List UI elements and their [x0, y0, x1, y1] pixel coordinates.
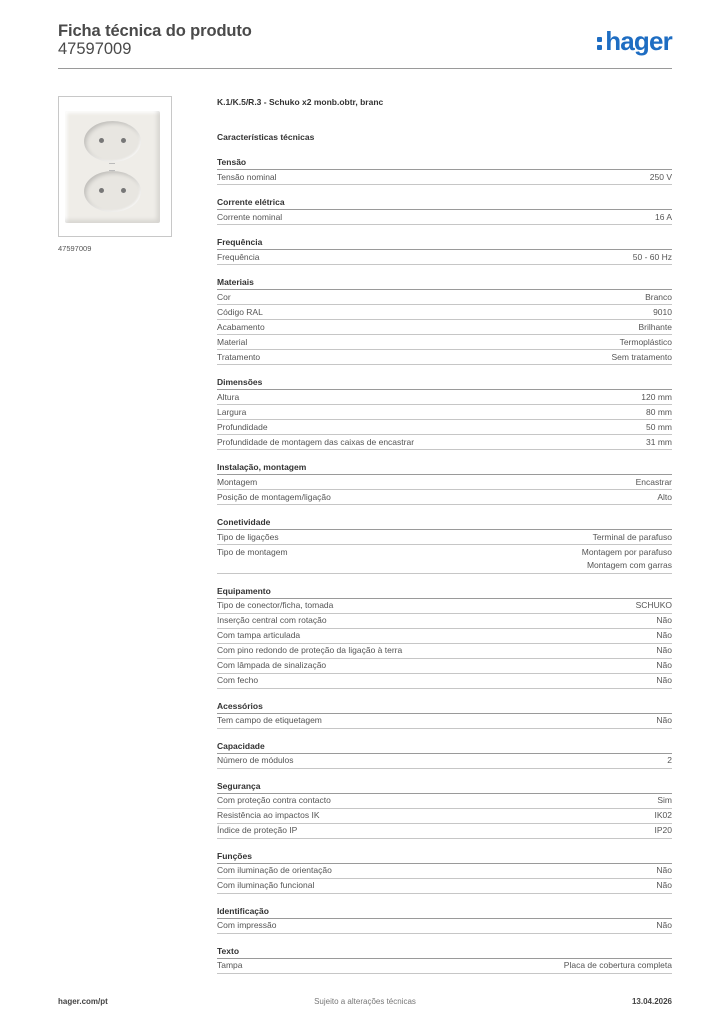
spec-value: Montagem por parafuso Montagem com garras	[581, 546, 672, 570]
spec-row	[217, 879, 672, 894]
spec-row	[217, 320, 672, 335]
spec-row	[217, 305, 672, 320]
spec-label: Tipo de conector/ficha, tomada	[217, 600, 334, 610]
section-title: Capacidade	[217, 740, 672, 754]
product-image	[58, 96, 172, 237]
section-title: Frequência	[217, 236, 672, 250]
spec-label: Com proteção contra contacto	[217, 795, 331, 805]
spec-label: Código RAL	[217, 306, 263, 317]
spec-value: Não	[656, 615, 672, 625]
logo-dots-icon	[597, 33, 603, 51]
spec-row	[217, 714, 672, 729]
spec-value: 80 mm	[646, 406, 672, 417]
footer-website: hager.com/pt	[58, 997, 108, 1006]
spec-label: Número de módulos	[217, 755, 294, 765]
spec-value: Não	[656, 660, 672, 670]
spec-value: SCHUKO	[635, 600, 672, 610]
spec-row	[217, 794, 672, 809]
spec-row	[217, 809, 672, 824]
section-title: Acessórios	[217, 700, 672, 714]
spec-label: Com pino redondo de proteção da ligação à terra	[217, 645, 403, 655]
spec-label: Altura	[217, 391, 240, 402]
product-code: 47597009	[58, 40, 132, 58]
hager-logo	[597, 28, 672, 54]
spec-row	[217, 599, 672, 614]
socket-outlet-bottom	[84, 171, 141, 212]
spec-row	[217, 290, 672, 305]
spec-section	[217, 700, 672, 729]
spec-row	[217, 435, 672, 450]
spec-value: 50 mm	[646, 421, 672, 432]
spec-section	[217, 585, 672, 689]
section-title: Identificação	[217, 905, 672, 919]
spec-row	[217, 674, 672, 689]
spec-value: Terminal de parafuso	[592, 531, 672, 542]
spec-section	[217, 376, 672, 450]
spec-label: Com iluminação de orientação	[217, 865, 332, 875]
spec-row	[217, 644, 672, 659]
spec-value: 31 mm	[646, 436, 672, 447]
spec-row	[217, 405, 672, 420]
spec-label: Tem campo de etiquetagem	[217, 715, 322, 725]
spec-content	[217, 96, 672, 985]
spec-value: Sim	[657, 795, 672, 805]
spec-label: Tratamento	[217, 351, 261, 362]
spec-row	[217, 420, 672, 435]
spec-value: Não	[656, 645, 672, 655]
product-name: K.1/K.5/R.3 - Schuko x2 monb.obtr, branc	[217, 97, 384, 107]
section-title: Materiais	[217, 276, 672, 290]
spec-value: Encastrar	[635, 476, 672, 487]
section-title: Corrente elétrica	[217, 196, 672, 210]
spec-label: Frequência	[217, 251, 260, 262]
spec-row	[217, 390, 672, 405]
spec-row	[217, 919, 672, 934]
spec-row	[217, 864, 672, 879]
spec-label: Acabamento	[217, 321, 265, 332]
spec-label: Com iluminação funcional	[217, 880, 315, 890]
spec-value: 16 A	[654, 211, 672, 222]
spec-label: Cor	[217, 291, 231, 302]
spec-value: IP20	[654, 825, 672, 835]
spec-row	[217, 824, 672, 839]
logo-text: hager	[605, 26, 672, 56]
spec-value: Não	[656, 715, 672, 725]
spec-row	[217, 614, 672, 629]
spec-value: Placa de cobertura completa	[563, 960, 672, 970]
socket-plate-image	[65, 111, 160, 223]
document-title: Ficha técnica do produto	[58, 22, 252, 40]
spec-section	[217, 780, 672, 839]
header-divider	[58, 68, 672, 69]
spec-row	[217, 250, 672, 265]
page-header	[58, 20, 672, 68]
spec-sections	[217, 156, 672, 974]
section-title: Texto	[217, 945, 672, 959]
spec-row	[217, 659, 672, 674]
spec-value: Não	[656, 630, 672, 640]
spec-value: Não	[656, 865, 672, 875]
spec-row	[217, 545, 672, 574]
spec-label: Montagem	[217, 476, 258, 487]
spec-section	[217, 516, 672, 574]
spec-section	[217, 236, 672, 265]
image-caption: 47597009	[58, 244, 92, 253]
spec-label: Com lâmpada de sinalização	[217, 660, 327, 670]
spec-section	[217, 740, 672, 769]
spec-row	[217, 335, 672, 350]
spec-label: Com tampa articulada	[217, 630, 301, 640]
spec-value: 50 - 60 Hz	[632, 251, 672, 262]
spec-label: Tensão nominal	[217, 171, 277, 182]
section-title: Dimensões	[217, 376, 672, 390]
spec-label: Tipo de montagem	[217, 546, 288, 557]
spec-label: Com impressão	[217, 920, 277, 930]
spec-label: Tipo de ligações	[217, 531, 279, 542]
spec-label: Tampa	[217, 960, 243, 970]
spec-value: Não	[656, 880, 672, 890]
footer-disclaimer: Sujeito a alterações técnicas	[314, 997, 416, 1006]
spec-value: IK02	[654, 810, 672, 820]
section-title: Tensão	[217, 156, 672, 170]
section-title: Instalação, montagem	[217, 461, 672, 475]
spec-value: Não	[656, 675, 672, 685]
spec-row	[217, 210, 672, 225]
spec-value: Sem tratamento	[611, 351, 672, 362]
spec-row	[217, 959, 672, 974]
tech-characteristics-heading: Características técnicas	[217, 132, 315, 142]
spec-value: 9010	[653, 306, 672, 317]
spec-label: Profundidade	[217, 421, 268, 432]
spec-section	[217, 945, 672, 974]
spec-section	[217, 196, 672, 225]
footer-date: 13.04.2026	[631, 997, 672, 1006]
section-title: Equipamento	[217, 585, 672, 599]
spec-row	[217, 490, 672, 505]
spec-label: Índice de proteção IP	[217, 825, 298, 835]
spec-section	[217, 461, 672, 505]
spec-row	[217, 530, 672, 545]
spec-label: Material	[217, 336, 248, 347]
spec-value: Alto	[657, 491, 672, 502]
spec-label: Posição de montagem/ligação	[217, 491, 331, 502]
spec-section	[217, 850, 672, 894]
spec-label: Com fecho	[217, 675, 259, 685]
section-title: Funções	[217, 850, 672, 864]
spec-value: 250 V	[649, 171, 672, 182]
spec-value: Não	[656, 920, 672, 930]
spec-section	[217, 905, 672, 934]
spec-label: Largura	[217, 406, 247, 417]
spec-value: Brilhante	[638, 321, 672, 332]
spec-label: Resistência ao impactos IK	[217, 810, 320, 820]
spec-label: Inserção central com rotação	[217, 615, 327, 625]
spec-value: Termoplástico	[619, 336, 672, 347]
section-title: Conetividade	[217, 516, 672, 530]
spec-label: Corrente nominal	[217, 211, 283, 222]
spec-label: Profundidade de montagem das caixas de encastrar	[217, 436, 415, 447]
spec-section	[217, 156, 672, 185]
spec-value: Branco	[645, 291, 672, 302]
spec-row	[217, 475, 672, 490]
section-title: Segurança	[217, 780, 672, 794]
spec-row	[217, 754, 672, 769]
spec-row	[217, 350, 672, 365]
spec-value: 2	[667, 755, 672, 765]
spec-row	[217, 170, 672, 185]
spec-section	[217, 276, 672, 365]
spec-value: 120 mm	[641, 391, 672, 402]
spec-row	[217, 629, 672, 644]
socket-outlet-top	[84, 121, 141, 162]
